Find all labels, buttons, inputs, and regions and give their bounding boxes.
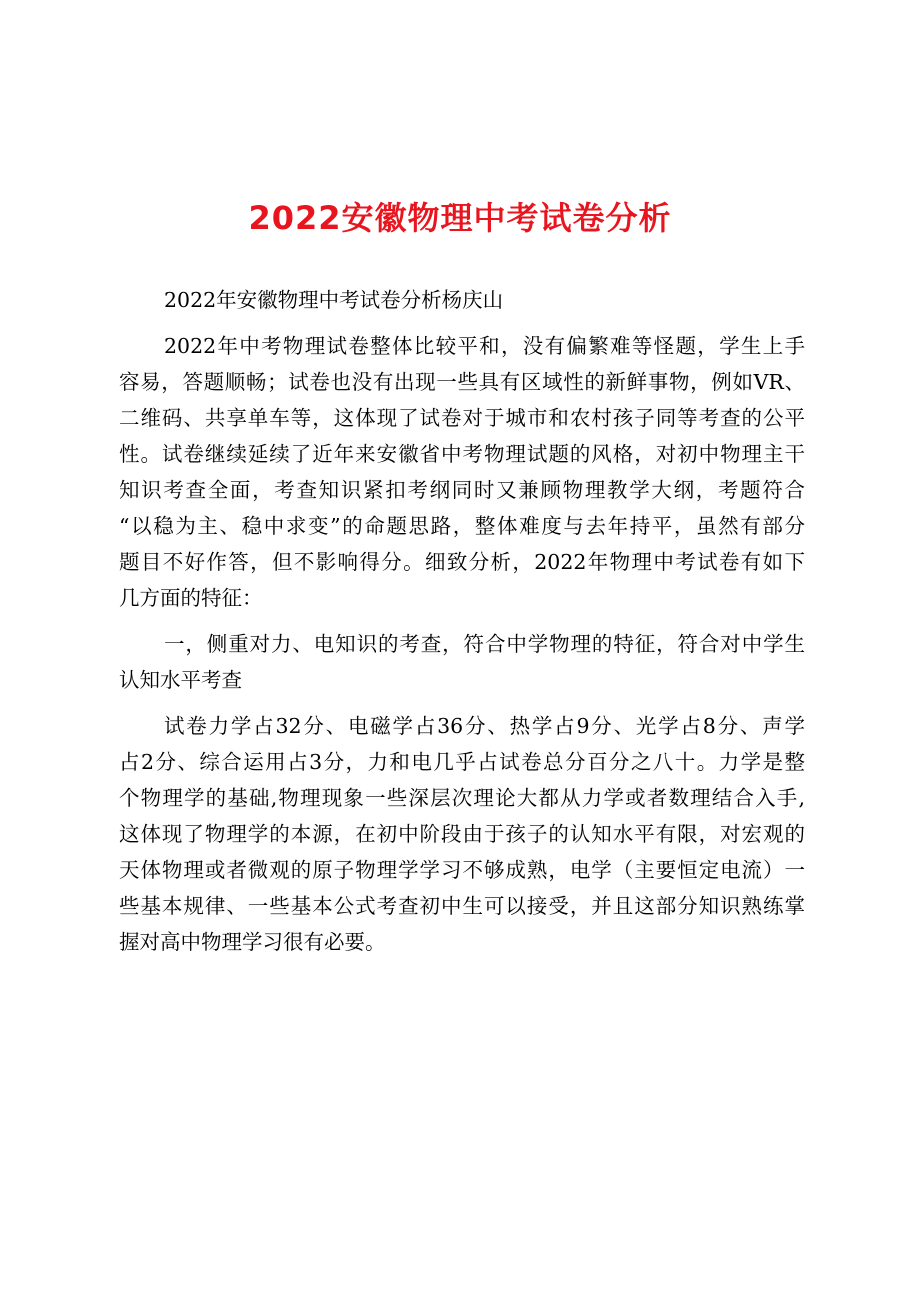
paragraph-line: “以稳为主、稳中求变”的命题思路，整体难度与去年持平，虽然有部分 <box>119 514 805 538</box>
section-heading-1 <box>119 626 805 698</box>
paragraph-line: 这体现了物理学的本源，在初中阶段由于孩子的认知水平有限，对宏观的 <box>119 822 805 846</box>
section-heading-line: 一，侧重对力、电知识的考查，符合中学物理的特征，符合对中学生 <box>164 632 805 656</box>
document-subtitle: 2022年安徽物理中考试卷分析杨庆山 <box>164 288 504 312</box>
paragraph-line: 知识考查全面，考查知识紧扣考纲同时又兼顾物理教学大纲，考题符合 <box>119 478 805 502</box>
paragraph-line: 试卷力学占32分、电磁学占36分、热学占9分、光学占8分、声学 <box>164 714 805 738</box>
paragraph-line: 二维码、共享单车等，这体现了试卷对于城市和农村孩子同等考查的公平 <box>119 406 805 430</box>
paragraph-line: 容易，答题顺畅；试卷也没有出现一些具有区域性的新鲜事物，例如VR、 <box>119 370 805 394</box>
document-body <box>119 282 805 960</box>
paragraph-overview <box>119 328 805 616</box>
paragraph-line: 天体物理或者微观的原子物理学学习不够成熟，电学（主要恒定电流）一 <box>119 858 805 882</box>
paragraph-line: 2022年中考物理试卷整体比较平和，没有偏繁难等怪题，学生上手 <box>164 334 805 358</box>
paragraph-line: 些基本规律、一些基本公式考查初中生可以接受，并且这部分知识熟练掌 <box>119 894 805 918</box>
paragraph-line: 占2分、综合运用占3分，力和电几乎占试卷总分百分之八十。力学是整 <box>119 750 805 774</box>
paragraph-line: 题目不好作答，但不影响得分。细致分析，2022年物理中考试卷有如下 <box>119 550 805 574</box>
document-title: 2022安徽物理中考试卷分析 <box>248 199 672 237</box>
paragraph-score-distribution <box>119 708 805 960</box>
paragraph-line: 个物理学的基础,物理现象一些深层次理论大都从力学或者数理结合入手, <box>119 786 805 810</box>
section-heading-line: 认知水平考查 <box>119 668 242 692</box>
paragraph-line: 握对高中物理学习很有必要。 <box>119 930 386 954</box>
paragraph-line: 性。试卷继续延续了近年来安徽省中考物理试题的风格，对初中物理主干 <box>119 442 805 466</box>
paragraph-line: 几方面的特征： <box>119 586 263 610</box>
